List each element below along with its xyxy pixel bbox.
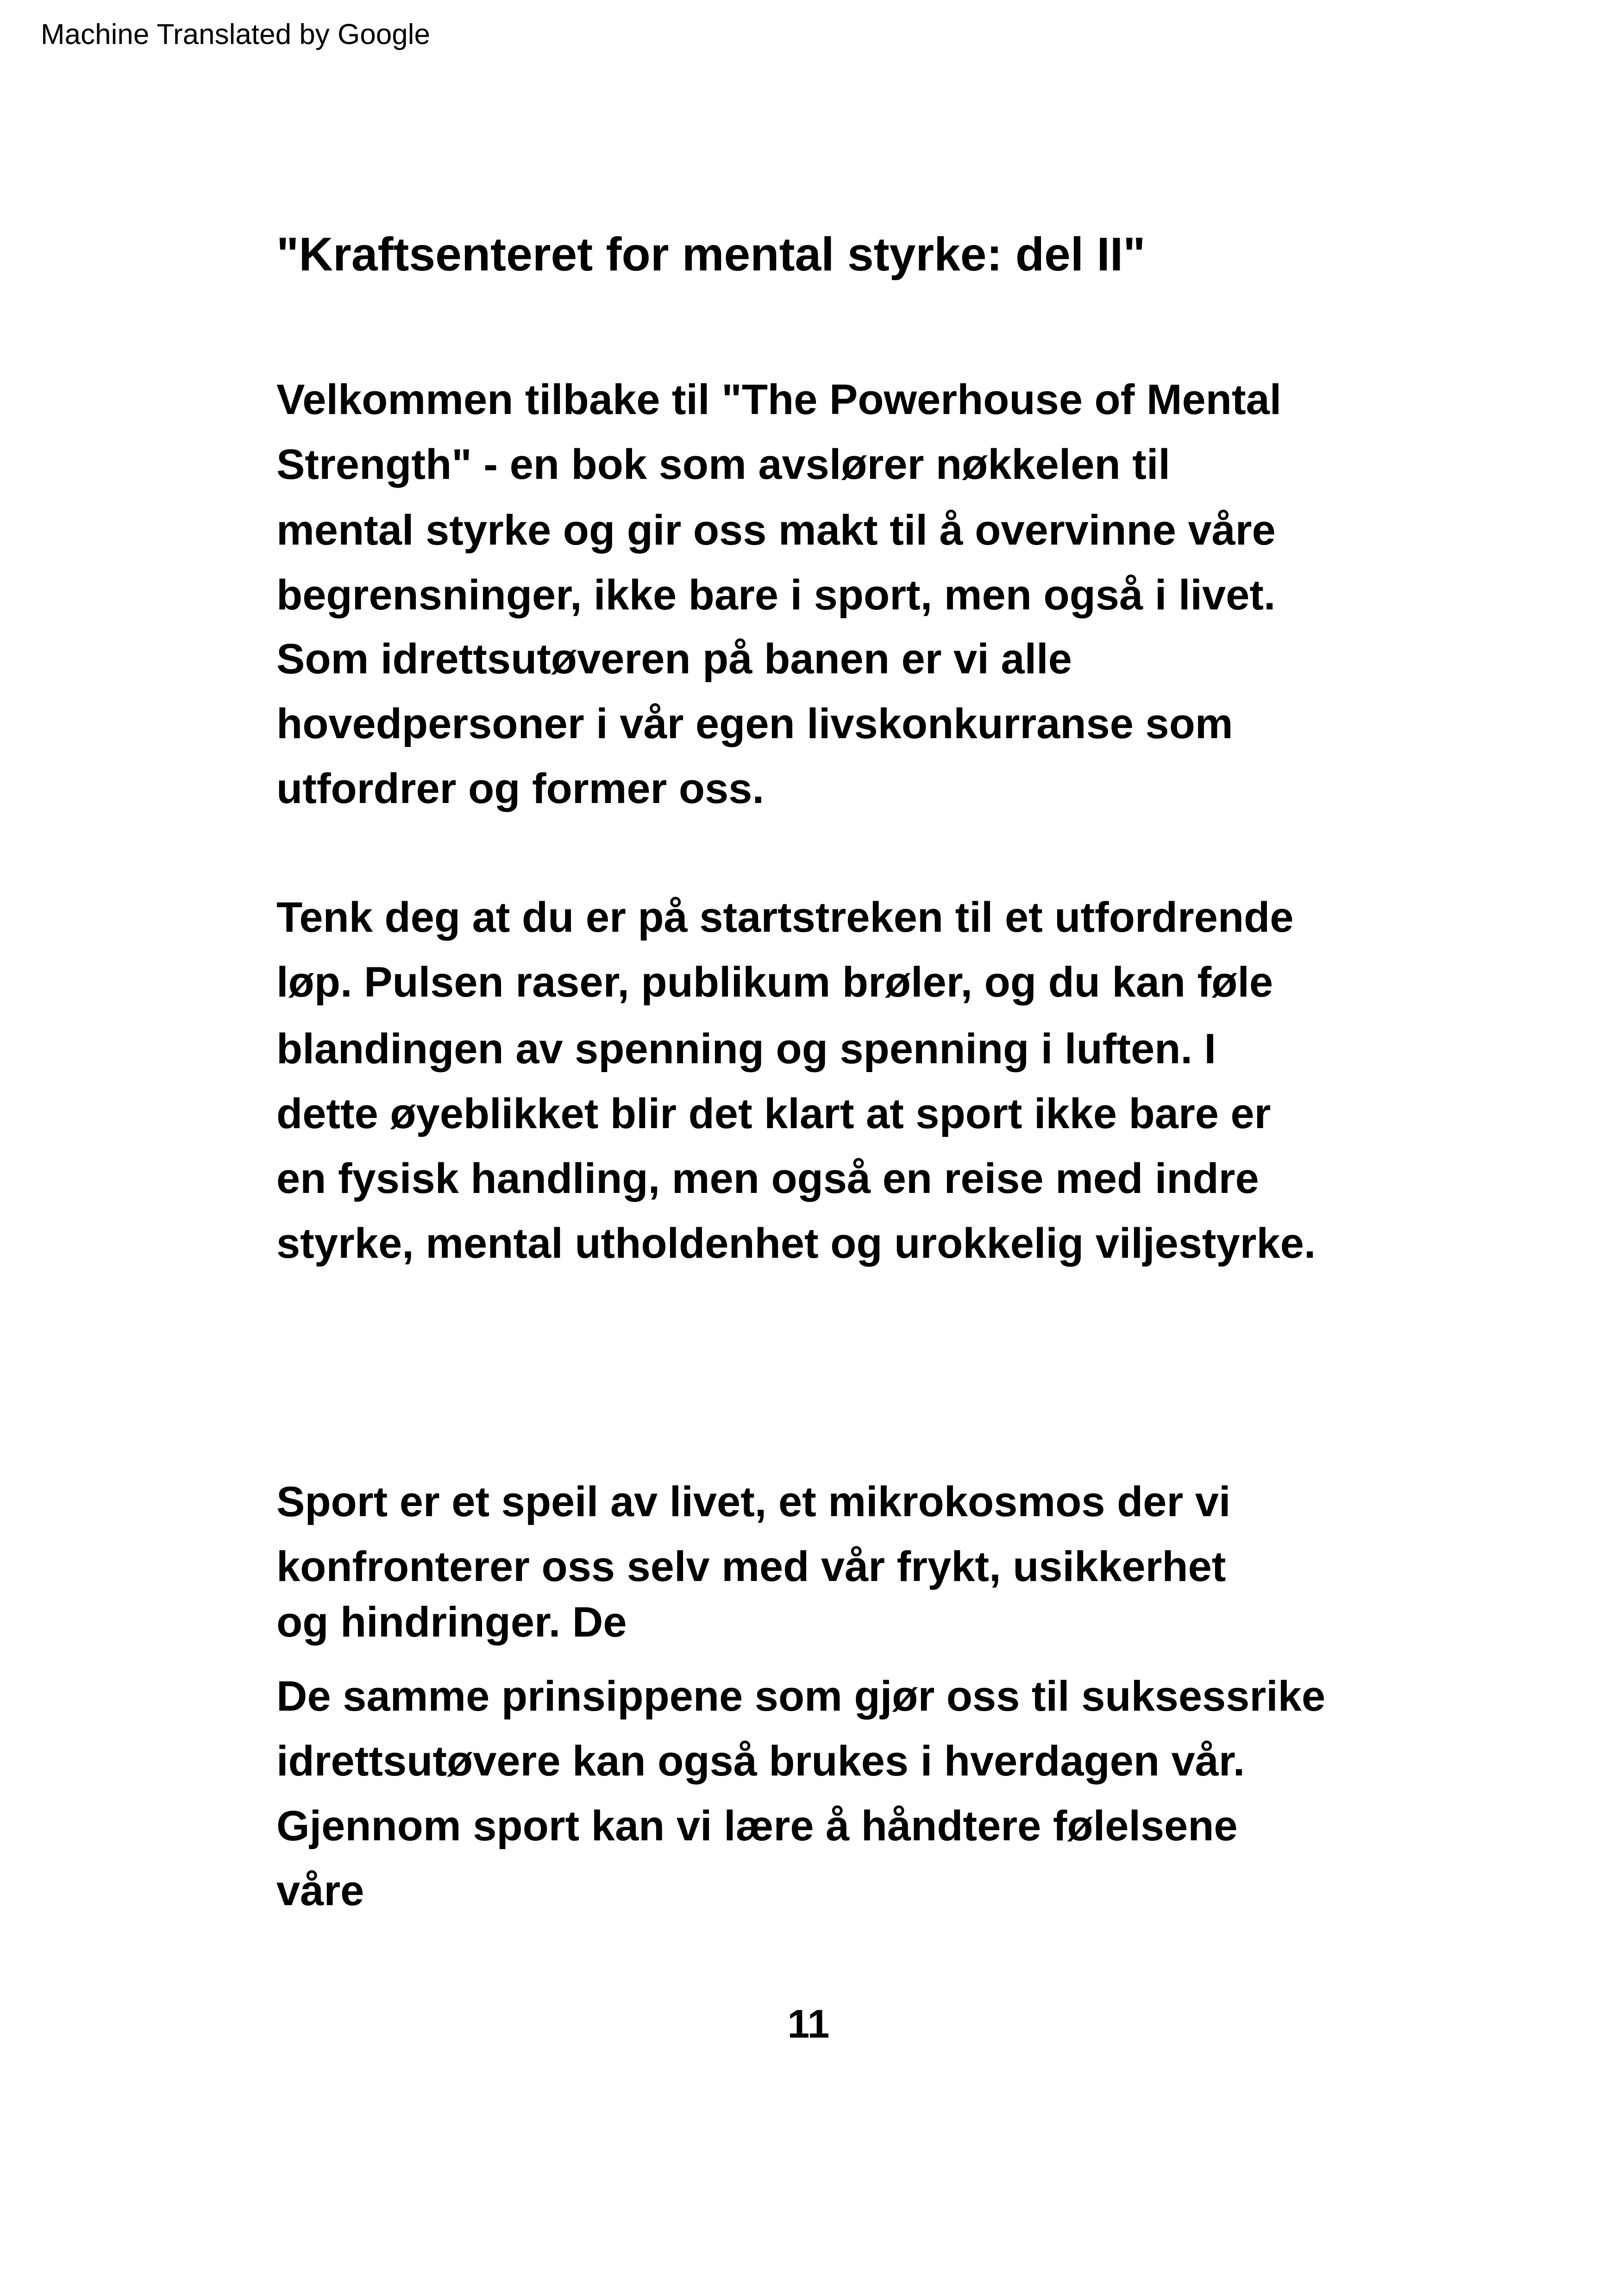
paragraph-line: konfronterer oss selv med vår frykt, usikkerhet bbox=[276, 1543, 1226, 1590]
paragraph-line: Tenk deg at du er på startstreken til et utfordrende bbox=[276, 894, 1294, 941]
paragraph-line: løp. Pulsen raser, publikum brøler, og du kan føle bbox=[276, 959, 1273, 1006]
page-title: "Kraftsenteret for mental styrke: del II" bbox=[276, 228, 1146, 281]
paragraph-line: og hindringer. De bbox=[276, 1599, 627, 1646]
paragraph-line: dette øyeblikket blir det klart at sport ikke bare er bbox=[276, 1090, 1271, 1137]
paragraph-line: Strength" - en bok som avslører nøkkelen til bbox=[276, 441, 1171, 488]
paragraph-line: begrensninger, ikke bare i sport, men også i livet. bbox=[276, 571, 1276, 619]
paragraph-line: Som idrettsutøveren på banen er vi alle bbox=[276, 635, 1072, 683]
paragraph-line: styrke, mental utholdenhet og urokkelig viljestyrke. bbox=[276, 1220, 1316, 1267]
paragraph-line: mental styrke og gir oss makt til å overvinne våre bbox=[276, 507, 1276, 554]
paragraph-line: en fysisk handling, men også en reise med indre bbox=[276, 1155, 1259, 1202]
paragraph-line: Gjennom sport kan vi lære å håndtere følelsene bbox=[276, 1802, 1238, 1850]
paragraph-line: Sport er et speil av livet, et mikrokosmos der vi bbox=[276, 1478, 1231, 1525]
machine-translation-note: Machine Translated by Google bbox=[41, 19, 430, 50]
paragraph-line: hovedpersoner i vår egen livskonkurranse som bbox=[276, 700, 1233, 747]
page-number: 11 bbox=[787, 2002, 830, 2046]
paragraph-line: blandingen av spenning og spenning i luften. I bbox=[276, 1025, 1216, 1073]
paragraph-line: De samme prinsippene som gjør oss til suksessrike bbox=[276, 1673, 1326, 1720]
paragraph-line: utfordrer og former oss. bbox=[276, 765, 765, 812]
paragraph-line: Velkommen tilbake til "The Powerhouse of Mental bbox=[276, 376, 1282, 423]
paragraph-line: våre bbox=[276, 1867, 364, 1914]
paragraph-line: idrettsutøvere kan også brukes i hverdagen vår. bbox=[276, 1738, 1245, 1785]
